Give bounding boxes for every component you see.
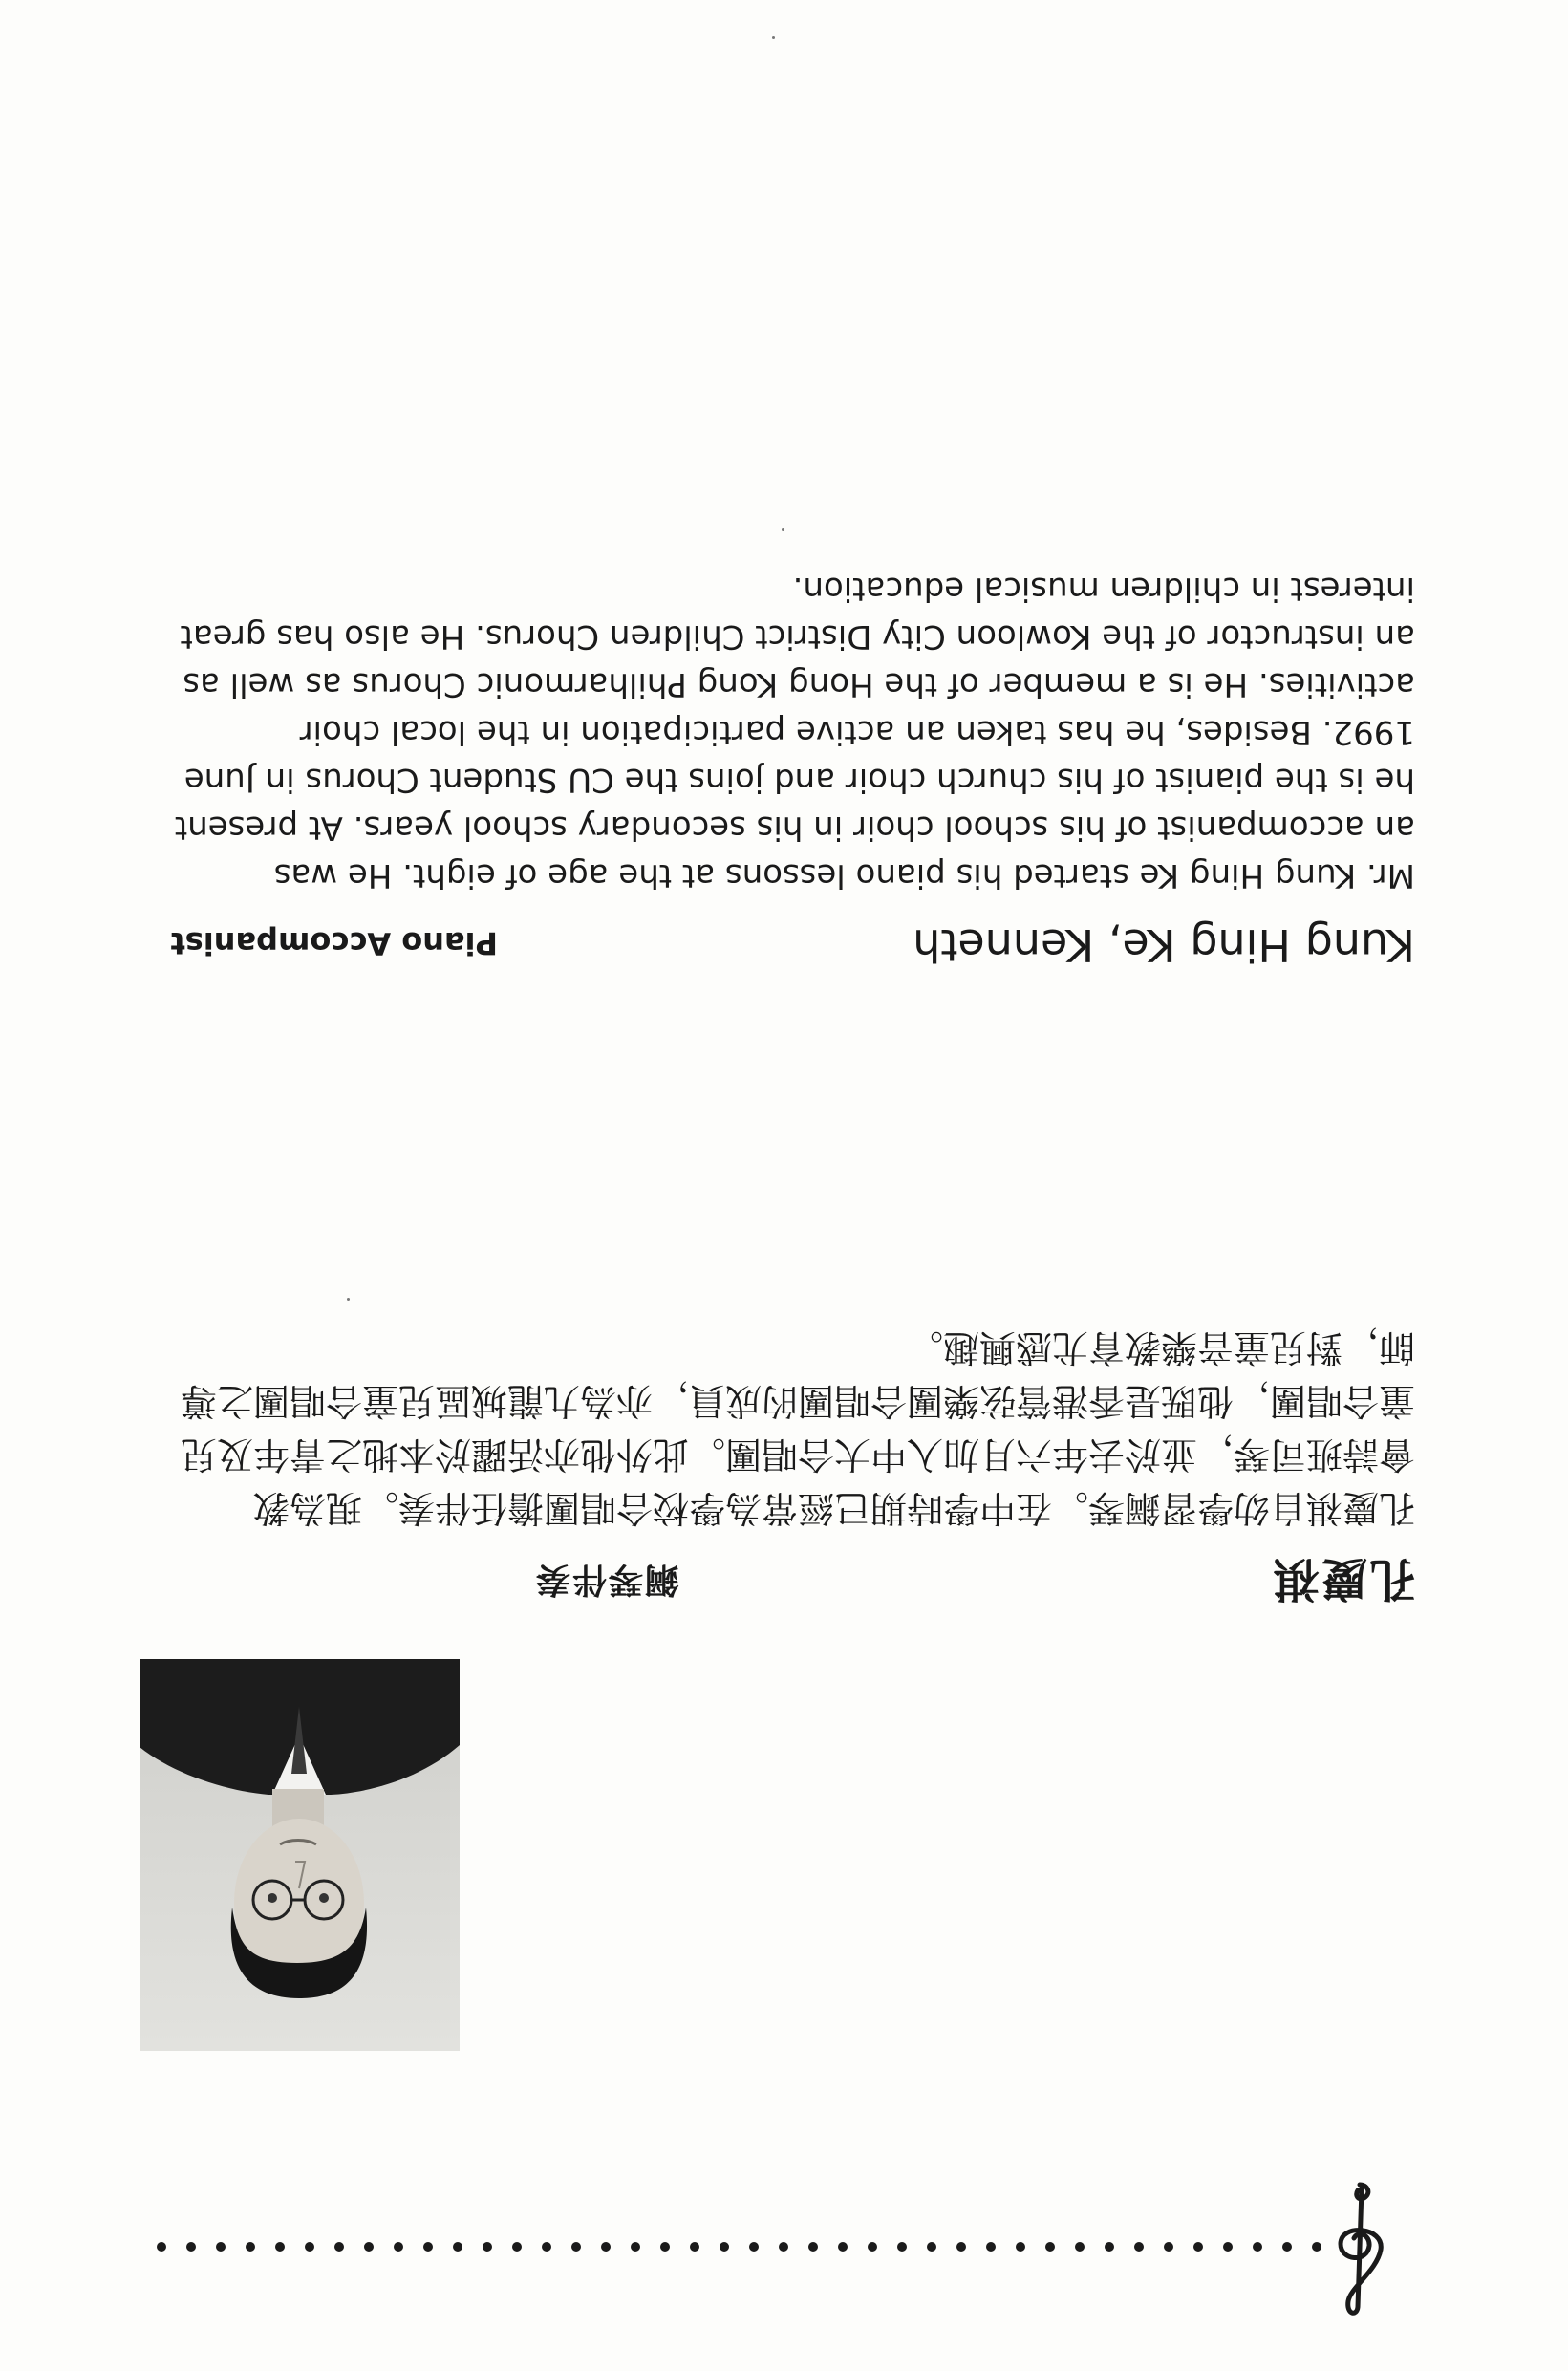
divider-dot [601,2242,611,2252]
scan-speck [347,1298,350,1301]
divider-dot [1164,2242,1173,2252]
divider-dot [1134,2242,1144,2252]
divider-dot [986,2242,996,2252]
divider-dot [1193,2242,1203,2252]
divider-dot [571,2242,581,2252]
divider-dot [1253,2242,1262,2252]
divider-dot [275,2242,285,2252]
divider-dot [720,2242,729,2252]
chinese-bio-line: 會詩班司琴，並於去年六月加入中大合唱團。此外他亦活躍於本地之青年及兒 [180,1433,1415,1476]
chinese-role: 鋼琴伴奏 [533,1560,679,1599]
divider-dot [1105,2242,1114,2252]
english-bio-line: Mr. Kung Hing Ke started his piano lessons at the age of eight. He was [273,856,1415,895]
divider-dot [186,2242,196,2252]
english-bio-line: he is the pianist of his church choir and joins the CU Student Chorus in June [183,761,1415,799]
divider-dot [483,2242,492,2252]
english-bio-line: activities. He is a member of the Hong Kong Philharmonic Chorus as well as [183,665,1415,703]
divider-dot [453,2242,462,2252]
divider-dot [631,2242,640,2252]
divider-dot [868,2242,877,2252]
divider-dot [1016,2242,1025,2252]
portrait-photo [140,1659,460,2051]
divider-dot [394,2242,403,2252]
divider-dot [246,2242,255,2252]
chinese-bio-line: 師，對兒童音樂教育尤感興趣。 [906,1326,1415,1369]
divider-dot [1223,2242,1233,2252]
english-role: Piano Accompanist [170,925,498,961]
divider-dot [1075,2242,1085,2252]
treble-clef-icon [1329,2175,1396,2318]
divider-dot [157,2242,166,2252]
divider-dot [838,2242,848,2252]
divider-dot [779,2242,788,2252]
english-bio-line: 1992. Besides, he has taken an active participation in the local choir [299,713,1415,751]
divider-dot [216,2242,226,2252]
chinese-name: 孔慶祺 [1271,1552,1415,1606]
english-bio-line: an accompanist of his school choir in his secondary school years. At present [174,808,1415,847]
divider-dot [897,2242,907,2252]
divider-dot [423,2242,433,2252]
divider-dot [660,2242,670,2252]
scan-speck [772,36,775,39]
divider-dot [364,2242,374,2252]
chinese-bio-line: 孔慶祺自幼學習鋼琴。在中學時期已經常為學校合唱團擔任伴奏。現為教 [252,1487,1415,1529]
divider-dot [305,2242,314,2252]
divider-dot [1312,2242,1321,2252]
divider-dot [512,2242,522,2252]
english-bio-line: interest in children musical education. [792,570,1415,608]
divider-dot [1045,2242,1055,2252]
divider-dot [690,2242,699,2252]
english-bio-line: an instructor of the Kowloon City District Children Chorus. He also has great [180,617,1415,656]
dotted-divider [130,2237,1324,2256]
divider-dot [956,2242,966,2252]
scan-speck [782,528,784,531]
chinese-bio-line: 童合唱團，他既是香港管弦樂團合唱團的成員，亦為九龍城區兒童合唱團之導 [180,1380,1415,1422]
english-biography [135,565,1415,899]
divider-dot [749,2242,759,2252]
divider-dot [334,2242,344,2252]
chinese-biography [140,1321,1415,1535]
divider-dot [927,2242,936,2252]
english-name: Kung Hing Ke, Kenneth [913,919,1415,971]
divider-dot [542,2242,551,2252]
divider-dot [1282,2242,1292,2252]
divider-dot [808,2242,818,2252]
